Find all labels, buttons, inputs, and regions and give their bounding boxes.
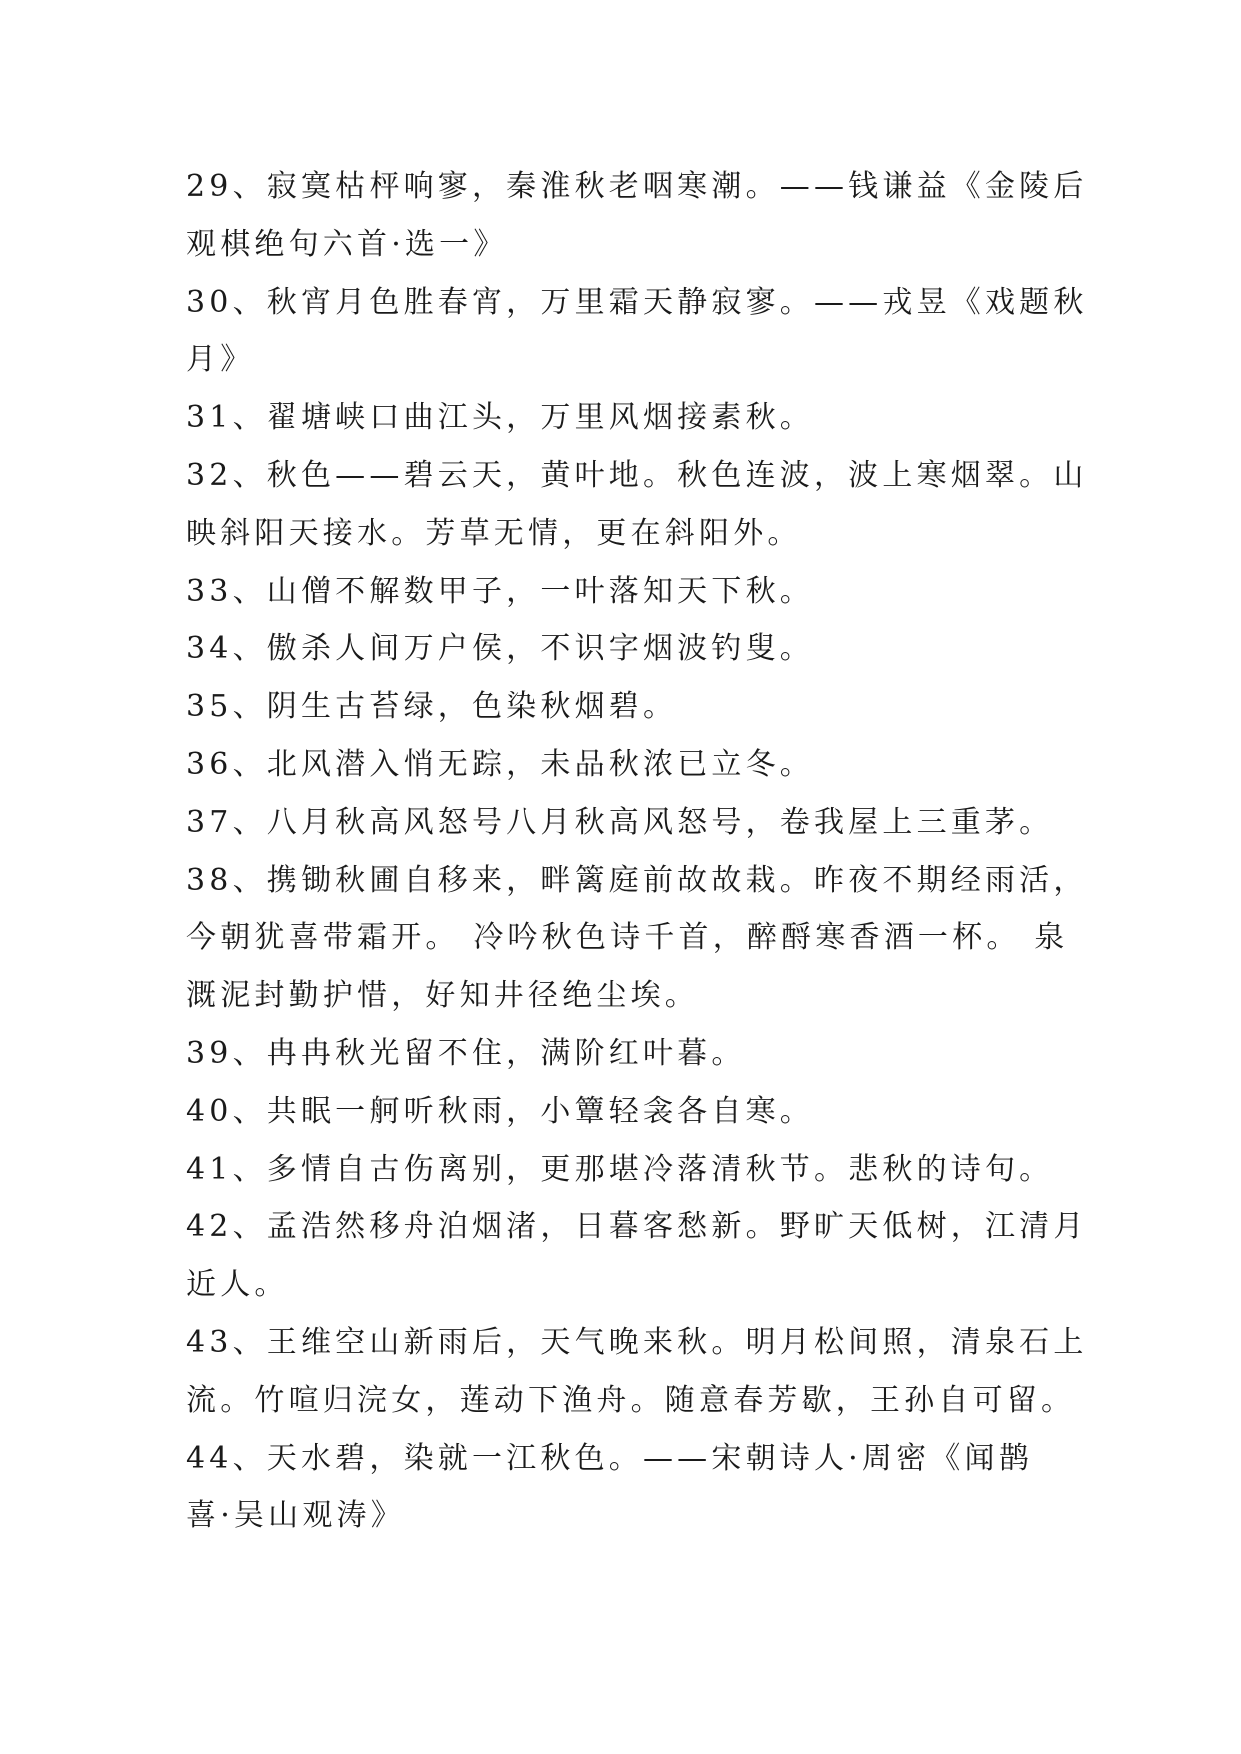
text-line: 36、北风潜入悄无踪，未品秋浓已立冬。 [186,746,814,782]
text-line: 39、冉冉秋光留不住，满阶红叶暮。 [186,1035,746,1071]
text-line: 今朝犹喜带霜开。 冷吟秋色诗千首，醉酹寒香酒一杯。 泉 [186,920,1069,956]
text-line: 近人。 [186,1267,289,1303]
text-line: 31、翟塘峡口曲江头，万里风烟接素秋。 [186,400,814,436]
text-line: 观棋绝句六首·选一》 [186,226,508,262]
text-line: 32、秋色——碧云天，黄叶地。秋色连波，波上寒烟翠。山 [186,457,1088,493]
text-line: 38、携锄秋圃自移来，畔篱庭前故故栽。昨夜不期经雨活， [186,862,1088,898]
text-line: 流。竹喧归浣女，莲动下渔舟。随意春芳歇，王孙自可留。 [186,1382,1076,1418]
text-line: 29、寂寞枯枰响寥，秦淮秋老咽寒潮。——钱谦益《金陵后 [186,169,1088,204]
text-line: 37、八月秋高风怒号八月秋高风怒号，卷我屋上三重茅。 [186,804,1054,840]
poem-list [186,158,1086,1545]
text-line: 44、天水碧，染就一江秋色。——宋朝诗人·周密《闻鹊 [186,1440,1033,1476]
text-line: 34、傲杀人间万户侯，不识字烟波钓叟。 [186,631,814,667]
text-line: 43、王维空山新雨后，天气晚来秋。明月松间照，清泉石上 [186,1324,1088,1360]
text-line: 33、山僧不解数甲子，一叶落知天下秋。 [186,573,814,609]
text-line: 溉泥封勤护惜，好知井径绝尘埃。 [186,978,699,1014]
text-line: 40、共眠一舸听秋雨，小簟轻衾各自寒。 [186,1093,814,1129]
text-line: 喜·吴山观涛》 [186,1498,405,1534]
text-line: 42、孟浩然移舟泊烟渚，日暮客愁新。野旷天低树，江清月 [186,1209,1088,1245]
text-line: 月》 [186,342,255,378]
text-line: 30、秋宵月色胜春宵，万里霜天静寂寥。——戎昱《戏题秋 [186,284,1088,320]
text-line: 41、多情自古伤离别，更那堪冷落清秋节。悲秋的诗句。 [186,1151,1054,1187]
text-line: 映斜阳天接水。芳草无情，更在斜阳外。 [186,515,802,551]
text-line: 35、阴生古苔绿，色染秋烟碧。 [186,689,678,725]
